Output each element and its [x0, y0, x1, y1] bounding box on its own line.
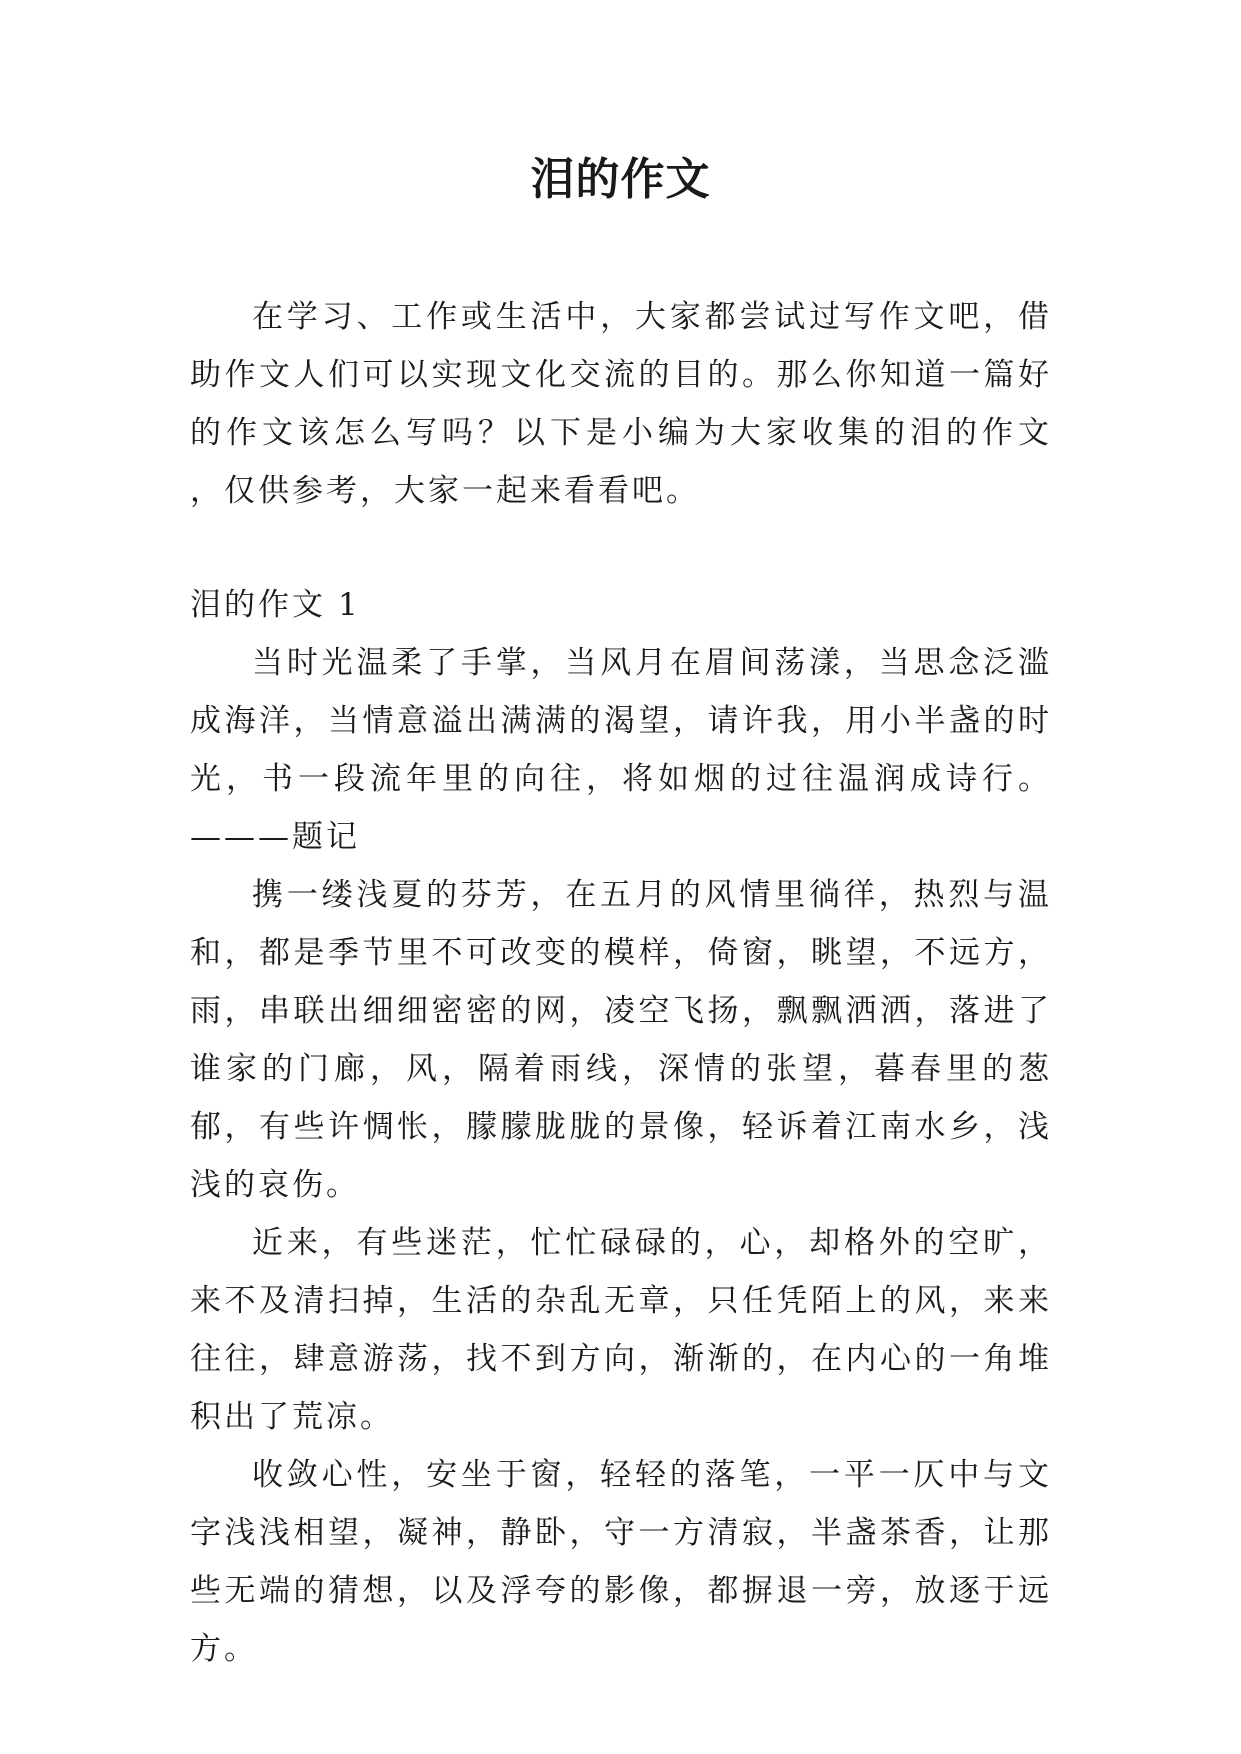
intro-block — [190, 288, 1052, 520]
section-heading — [190, 576, 1052, 634]
essay-paragraph: 携一缕浅夏的芬芳，在五月的风情里徜徉，热烈与温和，都是季节里不可改变的模样，倚窗，眺望，不远方，雨，串联出细细密密的网，凌空飞扬，飘飘洒洒，落进了谁家的门廊，风，隔着雨线，深情的张望，暮春里的葱郁，有些许惆怅，朦朦胧胧的景像，轻诉着江南水乡，浅浅的哀伤。 — [190, 877, 1052, 1203]
intro-paragraph: 在学习、工作或生活中，大家都尝试过写作文吧，借助作文人们可以实现文化交流的目的。那么你知道一篇好的作文该怎么写吗？以下是小编为大家收集的泪的作文 ，仅供参考，大家一起来看看吧。 — [190, 299, 1052, 509]
document-title: 泪的作文 — [530, 154, 711, 205]
essay-paragraph: 当时光温柔了手掌，当风月在眉间荡漾，当思念泛滥成海洋，当情意溢出满满的渴望，请许我，用小半盏的时光，书一段流年里的向往，将如烟的过往温润成诗行。———题记 — [190, 645, 1052, 855]
section-heading-text: 泪的作文 — [190, 587, 326, 623]
essay-section — [190, 576, 1052, 1678]
essay-paragraph: 近来，有些迷茫，忙忙碌碌的，心，却格外的空旷，来不及清扫掉，生活的杂乱无章，只任凭陌上的风，来来往往，肆意游荡，找不到方向，渐渐的，在内心的一角堆积出了荒凉。 — [190, 1225, 1052, 1435]
section-number: 1 — [338, 587, 361, 623]
essay-paragraph: 收敛心性，安坐于窗，轻轻的落笔，一平一仄中与文字浅浅相望，凝神，静卧，守一方清寂，半盏茶香，让那些无端的猜想，以及浮夸的影像，都摒退一旁，放逐于远方。 — [190, 1457, 1052, 1667]
